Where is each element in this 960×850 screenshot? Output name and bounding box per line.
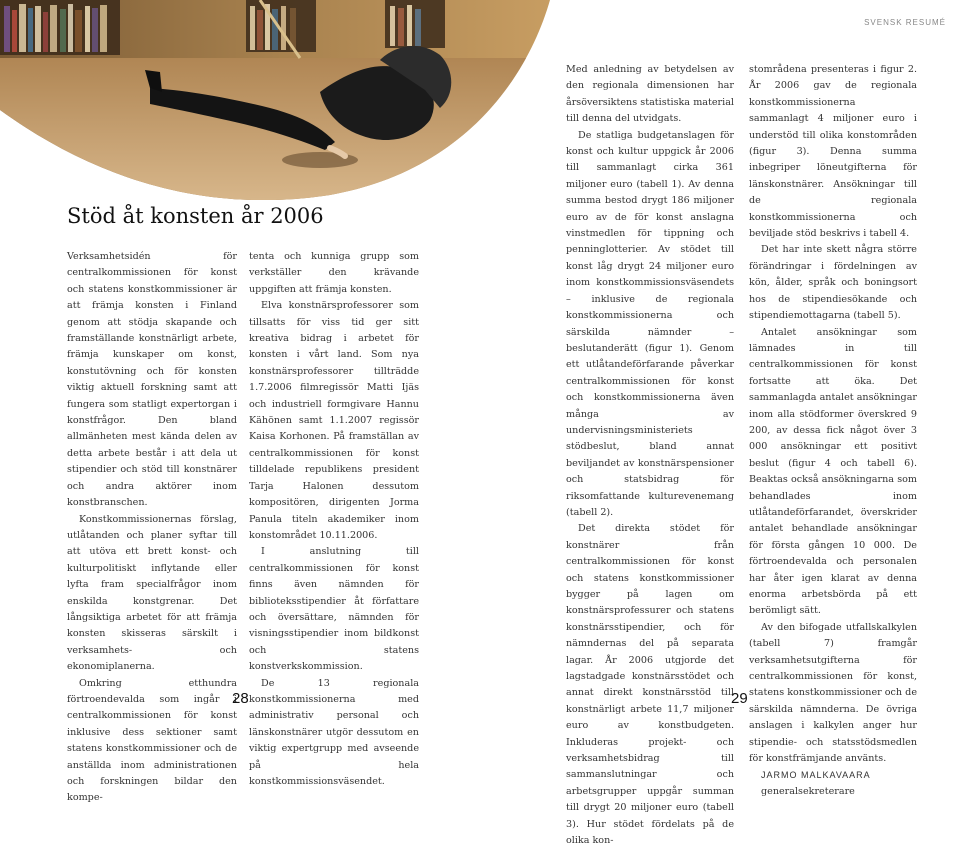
paragraph: De 13 regionala konstkommissionerna med administrativ personal och länskonstnärer utgör dessutom en viktig expertgrupp med avseende på hela konstkommissionsväsendet. — [249, 677, 419, 787]
paragraph: Verksamhetsidén för centralkommissionen för konst och statens konstkommissioner är att främja konsten i Finland genom att stödja skapande och framställande konstnärligt arbete, främja kunskaper om konst, konstutövning och för konsten viktig aktuell forskning samt att fungera som statligt expertorgan i konstfrågor. Den bland allmänheten mest kända delen av detta arbete består i att dela ut stipendier och stöd till konstnärer och andra aktörer inom konstbranschen. — [67, 251, 237, 509]
paragraph: Med anledning av betydelsen av den regionala dimensionen har årsöversiktens statistiska material till denna del utvidgats. — [566, 64, 734, 125]
paragraph: Omkring etthundra förtroendevalda som ingår i centralkommissionen för konst inklusive dess sektioner samt statens konstkommissioner och de anställda inom administrationen och forskningen bildar den kompe- — [67, 677, 237, 804]
cover-photo — [0, 0, 550, 200]
paragraph: Det har inte skett några större förändringar i fördelningen av kön, ålder, språk och boningsort hos de stipendiesökande och stipendiemottagarna (tabell 5). — [749, 244, 917, 322]
paragraph: De statliga budgetanslagen för konst och kultur uppgick år 2006 till sammanlagt cirka 361 miljoner euro (tabell 1). Av denna summa bestod drygt 186 miljoner euro av de för konst anslagna vinstmedlen för tippning och penninglotterier. Av stödet till konst låg drygt 24 miljoner euro inom konstkommissionsväsendets – inklusive de regionala konstkommissionerna och särskilda nämnder – beslutanderätt (figur 1). Genom ett utlåtandeförfarande påverkar centralkommissionen för konst och konstkommissionerna även många av undervisningsministeriets stödbeslut, bland annat beviljandet av konstnärspensioner och statsbidrag för riksomfattande kulturevenemang (tabell 2). — [566, 129, 734, 518]
paragraph: tenta och kunniga grupp som verkställer den krävande uppgiften att främja konsten. — [249, 251, 419, 295]
paragraph: Elva konstnärsprofessorer som tillsatts för viss tid ger sitt kreativa bidrag i arbetet för konsten i vårt land. Som nya konstnärsprofessorer tillträdde 1.7.2006 filmregissör Matti Ijäs och industriell formgivare Hannu Kähönen samt 1.1.2007 regissör Kaisa Korhonen. På framställan av centralkommissionen för konst tilldelade republikens president Tarja Halonen dessutom kompositören, dirigenten Jorma Panula titeln akademiker inom konstområdet 10.11.2006. — [249, 300, 419, 541]
paragraph: stområdena presenteras i figur 2. År 2006 gav de regionala konstkommissionerna sammanlagt 4 miljoner euro i understöd till olika konstområden (figur 3). Denna summa inbegriper löneutgifterna för länskonstnärer. Ansökningar till de regionala konstkommissionerna och beviljade stöd beskrivs i tabell 4. — [749, 64, 917, 240]
paragraph: Antalet ansökningar som lämnades in till centralkommissionen för konst fortsatte att öka. Det sammanlagda antalet ansökningar inom alla stödformer överskred 9 200, av dessa fick något över 3 000 ansökningar ett positivt beslut (figur 4 och tabell 6). Beaktas också ansökningarna som behandlades inom utlåtandeförfarandet, överskrider antalet behandlade ansökningar för första gången 10 000. De förtroendevalda och personalen har åter igen klarat av denna enorma arbetsbörda på ett berömligt sätt. — [749, 326, 917, 617]
text-column-2 — [249, 249, 419, 790]
section-label: SVENSK RESUMÉ — [864, 18, 946, 27]
signature-role: generalsekreterare — [761, 785, 855, 797]
paragraph: I anslutning till centralkommissionen för konst finns även nämnden för biblioteksstipendier åt författare och översättare, nämnden för visningsstipendier inom bildkonst och statens konstverkskommission. — [249, 546, 419, 673]
signature-name: JARMO MALKAVAARA — [761, 770, 871, 781]
page-number-left: 28 — [232, 690, 249, 707]
paragraph: Det direkta stödet för konstnärer från centralkommissionen för konst och statens konstkommissioner bygger på lagen om konstnärsprofessurer och statens konstnärsstipendier, och för nämndernas del på separata lagar. År 2006 utgjorde det lagstadgade konstnärsstödet och annat direkt konstnärsstöd till konstnärligt arbete 11,7 miljoner euro av konstbudgeten. Inkluderas projekt- och verksamhetsbidrag till sammanslutningar och arbetsgrupper uppgår summan till drygt 20 miljoner euro (tabell 3). Hur stödet fördelats på de olika kon- — [566, 523, 734, 847]
text-column-1 — [67, 249, 237, 807]
text-column-4 — [749, 62, 917, 800]
text-column-3 — [566, 62, 734, 850]
page-number-right: 29 — [731, 690, 748, 707]
article-title: Stöd åt konsten år 2006 — [67, 204, 324, 228]
paragraph: Konstkommissionernas förslag, utlåtanden och planer syftar till att utöva ett brett konst- och kulturpolitiskt inflytande eller lyfta fram specialfrågor inom enskilda konstgrenar. Det långsiktiga arbetet för att främja konsten skisseras särskilt i verksamhets- och ekonomiplanerna. — [67, 513, 237, 673]
paragraph: Av den bifogade utfallskalkylen (tabell 7) framgår verksamhetsutgifterna för centralkommissionen för konst, statens konstkommissioner och de särskilda nämnderna. De övriga anslagen i kalkylen anger hur stipendie- och statsstödsmedlen för konstfrämjande använts. — [749, 621, 917, 765]
